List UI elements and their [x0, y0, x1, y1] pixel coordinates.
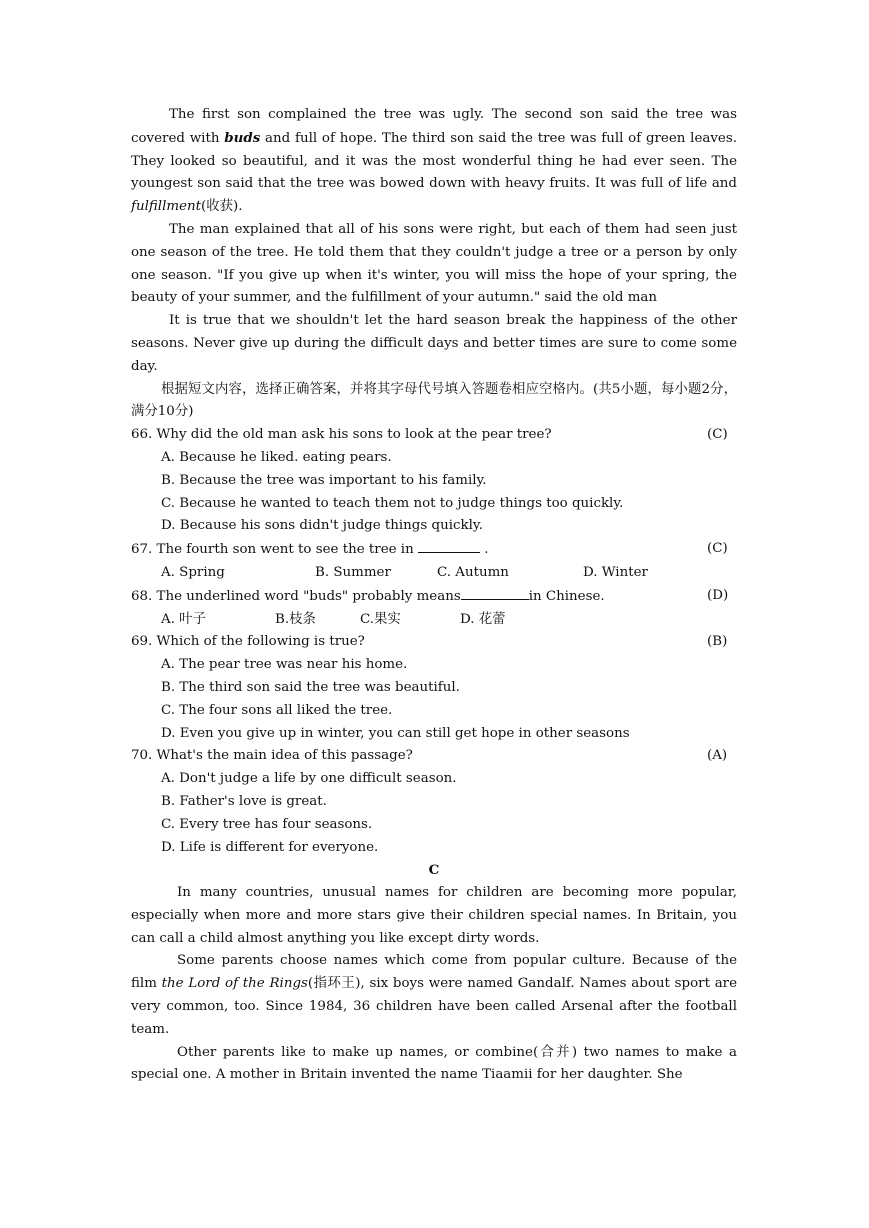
- passage-b-paragraph-2: The man explained that all of his sons were right, but each of them had seen just one season of the tree. He told them that they couldn't judge a tree or a person by only one season. "If you give up when it's winter, you will miss the hope of your spring, the beauty of your summer, and the fulfillment of your autumn." said the old man: [131, 221, 737, 306]
- question-70: [131, 745, 737, 768]
- passage-b-paragraph-1: [131, 104, 737, 219]
- question-stem: [131, 538, 489, 562]
- option: C.果实: [360, 611, 401, 627]
- question-68: [131, 585, 737, 609]
- answer-label: (B): [707, 634, 728, 650]
- option: B. The third son said the tree was beautiful.: [161, 679, 460, 695]
- option: D. Even you give up in winter, you can still get hope in other seasons: [161, 725, 630, 741]
- option: A. 叶子: [161, 611, 206, 627]
- option: B.枝条: [275, 611, 316, 627]
- option: D. 花蕾: [460, 611, 506, 627]
- section-heading: C: [428, 862, 440, 879]
- instructions: 根据短文内容，选择正确答案，并将其字母代号填入答题卷相应空格内。(共5小题，每小题2分，满分10分): [131, 381, 737, 420]
- question-stem: 70. What's the main idea of this passage?: [131, 748, 413, 764]
- option: C. Because he wanted to teach them not to judge things too quickly.: [161, 495, 624, 511]
- option: C. Autumn: [437, 564, 509, 580]
- option: B. Father's love is great.: [161, 793, 327, 809]
- film-title: the Lord of the Rings: [161, 976, 308, 992]
- options-row: [131, 609, 737, 632]
- answer-label: (C): [707, 541, 728, 557]
- option: B. Summer: [315, 564, 391, 580]
- question-66: [131, 424, 737, 447]
- option: D. Life is different for everyone.: [161, 839, 379, 855]
- stem-text: 68. The underlined word "buds" probably means: [131, 588, 461, 604]
- option: A. Because he liked. eating pears.: [161, 449, 392, 465]
- option: D. Because his sons didn't judge things quickly.: [161, 518, 483, 534]
- text: (指环王), six boys were named Gandalf. Names about sport are very common, too. Since 1984, 36 children have been called Arsenal after the football team.: [131, 976, 738, 1037]
- question-stem: 66. Why did the old man ask his sons to look at the pear tree?: [131, 427, 552, 443]
- passage-c-paragraph-2: [131, 950, 737, 1041]
- answer-label: (C): [707, 427, 728, 443]
- document-page: [131, 104, 737, 1087]
- option: A. Don't judge a life by one difficult season.: [161, 771, 457, 787]
- question-stem: [131, 585, 605, 609]
- option: A. The pear tree was near his home.: [161, 657, 408, 673]
- passage-b-paragraph-3: It is true that we shouldn't let the hard season break the happiness of the other seasons. Never give up during the difficult days and better times are sure to come some day.: [131, 313, 737, 374]
- option: C. Every tree has four seasons.: [161, 816, 373, 832]
- answer-label: (A): [707, 748, 728, 764]
- option: B. Because the tree was important to his family.: [161, 472, 487, 488]
- question-stem: 69. Which of the following is true?: [131, 634, 365, 650]
- stem-text: 67. The fourth son went to see the tree in: [131, 542, 418, 558]
- passage-c-paragraph-1: In many countries, unusual names for children are becoming more popular, especially when more and more stars give their children special names. In Britain, you can call a child almost anything you like except dirty words.: [131, 885, 737, 946]
- option: A. Spring: [161, 564, 225, 580]
- option: D. Winter: [583, 564, 648, 580]
- stem-text: in Chinese.: [528, 588, 605, 604]
- answer-blank: [461, 585, 529, 600]
- text: Some parents choose names which come from popular culture. Because of the film: [131, 953, 737, 992]
- options-row: [131, 562, 737, 585]
- text: The first son complained the tree was ugly. The second son said the tree was covered with: [131, 107, 737, 146]
- text: and full of hope. The third son said the tree was full of green leaves. They looked so beautiful, and it was the most wonderful thing he had ever seen. The youngest son said that the tree was bowed down with heavy fruits. It was full of life and: [131, 130, 737, 192]
- answer-label: (D): [707, 587, 729, 603]
- underlined-word-buds: buds: [224, 129, 261, 146]
- text: (收获).: [201, 199, 243, 215]
- option: C. The four sons all liked the tree.: [161, 702, 393, 718]
- italic-word-fulfillment: fulfillment: [131, 199, 201, 215]
- passage-c-paragraph-3: Other parents like to make up names, or combine(合并) two names to make a special one. A mother in Britain invented the name Tiaamii for her daughter. She: [131, 1044, 737, 1083]
- question-67: [131, 538, 737, 562]
- question-69: [131, 631, 737, 654]
- stem-text: .: [479, 542, 489, 558]
- answer-blank: [418, 538, 480, 553]
